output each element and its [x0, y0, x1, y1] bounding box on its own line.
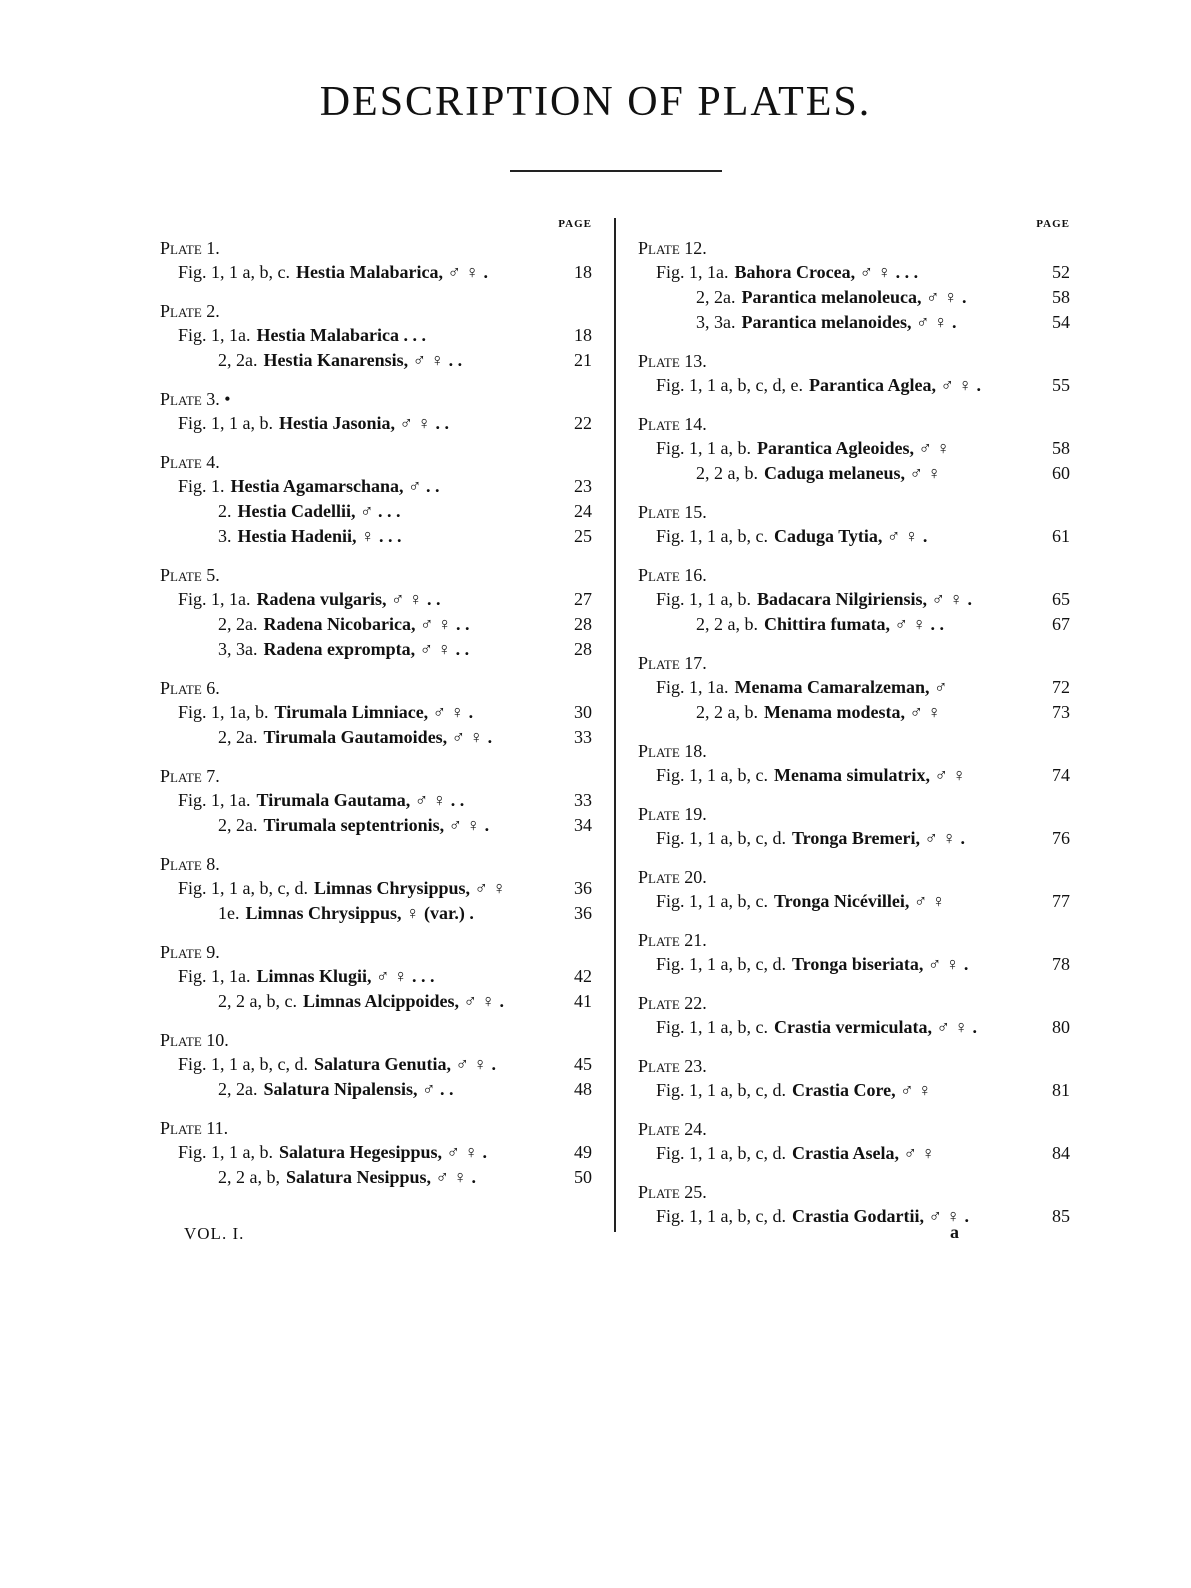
- page-number: 48: [574, 1079, 592, 1099]
- plate-title: Plate 20.: [638, 867, 707, 887]
- plate-block: [638, 991, 1070, 1054]
- page-number: 65: [1052, 589, 1070, 609]
- plate-list: [638, 236, 1070, 1243]
- species-name: Crastia Godartii, ♂ ♀ .: [792, 1206, 969, 1226]
- page-number: 33: [574, 727, 592, 747]
- plate-entry: [638, 1078, 1070, 1103]
- figure-ref: Fig. 1, 1 a, b, c, d.: [656, 1080, 786, 1100]
- page-number: 76: [1052, 828, 1070, 848]
- plate-spacer: [638, 1103, 1070, 1117]
- page-number: 52: [1052, 262, 1070, 282]
- species-name: Hestia Malabarica, ♂ ♀ .: [296, 262, 488, 282]
- plate-spacer: [638, 637, 1070, 651]
- figure-ref: Fig. 1, 1 a, b.: [178, 413, 274, 433]
- plate-title: Plate 10.: [160, 1030, 229, 1050]
- plate-block: [638, 1054, 1070, 1117]
- plate-block: [160, 236, 592, 299]
- figure-ref: 2, 2a.: [218, 815, 258, 835]
- plate-block: [638, 802, 1070, 865]
- figure-ref: Fig. 1, 1 a, b, c.: [178, 262, 290, 282]
- figure-ref: 3.: [218, 526, 232, 546]
- plate-entry: [160, 474, 592, 499]
- figure-ref: Fig. 1, 1 a, b.: [178, 1142, 274, 1162]
- figure-ref: Fig. 1, 1a, b.: [178, 702, 269, 722]
- page-number: 36: [574, 878, 592, 898]
- page-number: 80: [1052, 1017, 1070, 1037]
- species-name: Limnas Alcippoides, ♂ ♀ .: [302, 991, 505, 1011]
- plate-spacer: [638, 398, 1070, 412]
- page-number: 58: [1052, 438, 1070, 458]
- page-column-header: PAGE: [558, 218, 592, 230]
- figure-ref: 2, 2a.: [218, 350, 258, 370]
- species-name: Menama modesta, ♂ ♀: [764, 702, 941, 722]
- species-name: Limnas Chrysippus, ♀ (var.) .: [245, 903, 474, 923]
- plate-block: [638, 651, 1070, 739]
- species-name: Chittira fumata, ♂ ♀ . .: [764, 614, 944, 634]
- plate-entry: [160, 901, 592, 926]
- plate-block: [638, 563, 1070, 651]
- page-number: 36: [574, 903, 592, 923]
- page-number: 30: [574, 702, 592, 722]
- plate-entry: [638, 952, 1070, 977]
- figure-ref: Fig. 1, 1 a, b.: [656, 438, 752, 458]
- species-name: Tirumala septentrionis, ♂ ♀ .: [263, 815, 490, 835]
- plate-entry: [160, 1077, 592, 1102]
- plate-title: Plate 19.: [638, 804, 707, 824]
- plate-block: [638, 928, 1070, 991]
- figure-ref: Fig. 1, 1 a, b, c, d, e.: [656, 375, 803, 395]
- plate-spacer: [638, 1166, 1070, 1180]
- plate-title: Plate 16.: [638, 565, 707, 585]
- plate-entry: [160, 637, 592, 662]
- plate-entry: [160, 612, 592, 637]
- plate-title: Plate 6.: [160, 678, 220, 698]
- plate-entry: [638, 826, 1070, 851]
- page-number: 25: [574, 526, 592, 546]
- figure-ref: Fig. 1, 1a.: [178, 790, 251, 810]
- plate-spacer: [160, 549, 592, 563]
- species-name: Hestia Cadellii, ♂ . . .: [237, 501, 401, 521]
- plate-entry: [638, 763, 1070, 788]
- plate-block: [638, 739, 1070, 802]
- page-number: 49: [574, 1142, 592, 1162]
- plate-block: [160, 852, 592, 940]
- figure-ref: 2, 2a.: [218, 1079, 258, 1099]
- plate-spacer: [638, 486, 1070, 500]
- figure-ref: Fig. 1, 1a.: [656, 677, 729, 697]
- page-number: 55: [1052, 375, 1070, 395]
- plate-entry: [160, 411, 592, 436]
- species-name: Tirumala Gautama, ♂ ♀ . .: [256, 790, 465, 810]
- species-name: Crastia Asela, ♂ ♀: [792, 1143, 935, 1163]
- species-name: Salatura Nesippus, ♂ ♀ .: [286, 1167, 477, 1187]
- species-name: Badacara Nilgiriensis, ♂ ♀ .: [757, 589, 973, 609]
- page-number: 41: [574, 991, 592, 1011]
- page-number: 27: [574, 589, 592, 609]
- plate-title: Plate 23.: [638, 1056, 707, 1076]
- plate-spacer: [638, 549, 1070, 563]
- page-number: 24: [574, 501, 592, 521]
- plate-title: Plate 13.: [638, 351, 707, 371]
- plate-title: Plate 4.: [160, 452, 220, 472]
- figure-ref: 2.: [218, 501, 232, 521]
- page-number: 45: [574, 1054, 592, 1074]
- plate-entry: [638, 524, 1070, 549]
- species-name: Menama simulatrix, ♂ ♀: [774, 765, 966, 785]
- figure-ref: Fig. 1, 1 a, b, c, d.: [178, 878, 308, 898]
- page-number: 34: [574, 815, 592, 835]
- plate-entry: [638, 700, 1070, 725]
- plate-entry: [160, 524, 592, 549]
- figure-ref: Fig. 1, 1a.: [178, 325, 251, 345]
- page-number: 58: [1052, 287, 1070, 307]
- figure-ref: 3, 3a.: [218, 639, 258, 659]
- species-name: Tirumala Gautamoides, ♂ ♀ .: [263, 727, 493, 747]
- page-number: 78: [1052, 954, 1070, 974]
- plate-spacer: [160, 750, 592, 764]
- figure-ref: Fig. 1, 1a.: [656, 262, 729, 282]
- plate-entry: [638, 1141, 1070, 1166]
- page-number: 67: [1052, 614, 1070, 634]
- plate-title: Plate 24.: [638, 1119, 707, 1139]
- plate-block: [160, 676, 592, 764]
- plate-entry: [160, 1140, 592, 1165]
- plate-entry: [160, 587, 592, 612]
- plate-entry: [160, 725, 592, 750]
- plate-title: Plate 7.: [160, 766, 220, 786]
- plate-entry: [160, 260, 592, 285]
- plate-spacer: [638, 725, 1070, 739]
- plate-block: [160, 563, 592, 676]
- plate-block: [638, 1117, 1070, 1180]
- species-name: Parantica Aglea, ♂ ♀ .: [808, 375, 981, 395]
- page-number: 74: [1052, 765, 1070, 785]
- figure-ref: Fig. 1, 1a.: [178, 589, 251, 609]
- figure-ref: Fig. 1, 1 a, b.: [656, 589, 752, 609]
- species-name: Salatura Hegesippus, ♂ ♀ .: [279, 1142, 488, 1162]
- signature-mark: a: [950, 1222, 959, 1242]
- plate-spacer: [638, 1229, 1070, 1243]
- plate-block: [160, 450, 592, 563]
- plate-entry: [638, 889, 1070, 914]
- species-name: Limnas Chrysippus, ♂ ♀: [314, 878, 507, 898]
- figure-ref: Fig. 1, 1 a, b, c, d.: [178, 1054, 308, 1074]
- figure-ref: 2, 2 a, b.: [696, 702, 758, 722]
- plate-block: [638, 412, 1070, 500]
- plate-entry: [160, 348, 592, 373]
- species-name: Parantica melanoides, ♂ ♀ .: [741, 312, 957, 332]
- page-number: 22: [574, 413, 592, 433]
- figure-ref: 2, 2 a, b, c.: [218, 991, 297, 1011]
- figure-ref: Fig. 1, 1 a, b, c, d.: [656, 954, 786, 974]
- plate-block: [638, 1180, 1070, 1243]
- page-number: 61: [1052, 526, 1070, 546]
- plate-title: Plate 9.: [160, 942, 220, 962]
- plate-entry: [160, 989, 592, 1014]
- plate-block: [160, 299, 592, 387]
- plate-spacer: [160, 1102, 592, 1116]
- plate-block: [160, 940, 592, 1028]
- figure-ref: 3, 3a.: [696, 312, 736, 332]
- plate-entry: [160, 964, 592, 989]
- species-name: Menama Camaralzeman, ♂: [734, 677, 948, 697]
- plate-title: Plate 2.: [160, 301, 220, 321]
- left-column: [160, 218, 592, 1204]
- plate-title: Plate 25.: [638, 1182, 707, 1202]
- plate-spacer: [160, 926, 592, 940]
- species-name: Parantica melanoleuca, ♂ ♀ .: [741, 287, 967, 307]
- plate-entry: [638, 373, 1070, 398]
- figure-ref: 2, 2 a, b.: [696, 463, 758, 483]
- figure-ref: Fig. 1, 1 a, b, c, d.: [656, 1143, 786, 1163]
- plate-entry: [638, 310, 1070, 335]
- plate-spacer: [638, 788, 1070, 802]
- plate-title: Plate 5.: [160, 565, 220, 585]
- figure-ref: Fig. 1, 1 a, b, c, d.: [656, 828, 786, 848]
- plate-block: [638, 236, 1070, 349]
- species-name: Salatura Nipalensis, ♂ . .: [263, 1079, 454, 1099]
- plate-entry: [638, 587, 1070, 612]
- figure-ref: 2, 2 a, b,: [218, 1167, 280, 1187]
- species-name: Hestia Jasonia, ♂ ♀ . .: [279, 413, 450, 433]
- figure-ref: Fig. 1.: [178, 476, 225, 496]
- plate-entry: [638, 285, 1070, 310]
- species-name: Hestia Kanarensis, ♂ ♀ . .: [263, 350, 463, 370]
- figure-ref: 2, 2a.: [218, 727, 258, 747]
- page-number: 23: [574, 476, 592, 496]
- species-name: Tirumala Limniace, ♂ ♀ .: [274, 702, 474, 722]
- plate-title: Plate 11.: [160, 1118, 229, 1138]
- plate-title: Plate 8.: [160, 854, 220, 874]
- plate-block: [638, 865, 1070, 928]
- column-divider: [614, 218, 616, 1232]
- plate-entry: [160, 788, 592, 813]
- plate-title: Plate 3. •: [160, 389, 231, 409]
- plate-entry: [638, 1015, 1070, 1040]
- plate-block: [160, 1116, 592, 1204]
- page-number: 77: [1052, 891, 1070, 911]
- volume-label: VOL. I.: [184, 1224, 245, 1243]
- plate-entry: [638, 1204, 1070, 1229]
- species-name: Tronga Nicévillei, ♂ ♀: [774, 891, 946, 911]
- plate-title: Plate 12.: [638, 238, 707, 258]
- plate-entry: [638, 461, 1070, 486]
- species-name: Hestia Hadenii, ♀ . . .: [237, 526, 402, 546]
- plate-entry: [160, 1052, 592, 1077]
- plate-spacer: [160, 285, 592, 299]
- figure-ref: 2, 2a.: [218, 614, 258, 634]
- page-number: 28: [574, 614, 592, 634]
- page-number: 21: [574, 350, 592, 370]
- plate-entry: [160, 700, 592, 725]
- plate-title: Plate 17.: [638, 653, 707, 673]
- page-number: 18: [574, 325, 592, 345]
- species-name: Radena vulgaris, ♂ ♀ . .: [256, 589, 441, 609]
- page-number: 50: [574, 1167, 592, 1187]
- figure-ref: 1e.: [218, 903, 240, 923]
- plate-title: Plate 18.: [638, 741, 707, 761]
- figure-ref: Fig. 1, 1a.: [178, 966, 251, 986]
- plate-block: [160, 387, 592, 450]
- figure-ref: Fig. 1, 1 a, b, c.: [656, 1017, 768, 1037]
- plate-spacer: [160, 436, 592, 450]
- title-divider: [510, 170, 722, 172]
- figure-ref: 2, 2a.: [696, 287, 736, 307]
- species-name: Radena exprompta, ♂ ♀ . .: [263, 639, 470, 659]
- page-number: 81: [1052, 1080, 1070, 1100]
- page-number: 28: [574, 639, 592, 659]
- plate-block: [638, 500, 1070, 563]
- species-name: Caduga Tytia, ♂ ♀ .: [774, 526, 928, 546]
- species-name: Crastia Core, ♂ ♀: [792, 1080, 932, 1100]
- plate-entry: [160, 876, 592, 901]
- plate-spacer: [160, 373, 592, 387]
- figure-ref: Fig. 1, 1 a, b, c.: [656, 526, 768, 546]
- right-column: [638, 218, 1070, 1243]
- page-column-header: PAGE: [1036, 218, 1070, 230]
- plate-entry: [638, 675, 1070, 700]
- species-name: Bahora Crocea, ♂ ♀ . . .: [734, 262, 919, 282]
- species-name: Limnas Klugii, ♂ ♀ . . .: [256, 966, 435, 986]
- page-title: DESCRIPTION OF PLATES.: [319, 79, 872, 125]
- plate-spacer: [638, 914, 1070, 928]
- plate-spacer: [638, 851, 1070, 865]
- plate-entry: [638, 260, 1070, 285]
- page-number: 72: [1052, 677, 1070, 697]
- plate-list: [160, 236, 592, 1204]
- plate-block: [638, 349, 1070, 412]
- species-name: Crastia vermiculata, ♂ ♀ .: [774, 1017, 977, 1037]
- species-name: Radena Nicobarica, ♂ ♀ . .: [263, 614, 470, 634]
- figure-ref: Fig. 1, 1 a, b, c.: [656, 891, 768, 911]
- species-name: Caduga melaneus, ♂ ♀: [764, 463, 942, 483]
- plate-spacer: [638, 1040, 1070, 1054]
- page-number: 42: [574, 966, 592, 986]
- figure-ref: Fig. 1, 1 a, b, c, d.: [656, 1206, 786, 1226]
- plate-entry: [160, 499, 592, 524]
- figure-ref: Fig. 1, 1 a, b, c.: [656, 765, 768, 785]
- plate-title: Plate 14.: [638, 414, 707, 434]
- plate-entry: [160, 1165, 592, 1190]
- page-number: 85: [1052, 1206, 1070, 1226]
- species-name: Parantica Agleoides, ♂ ♀: [757, 438, 950, 458]
- page-number: 60: [1052, 463, 1070, 483]
- page-number: 18: [574, 262, 592, 282]
- plate-entry: [160, 323, 592, 348]
- plate-spacer: [160, 1190, 592, 1204]
- plate-spacer: [160, 662, 592, 676]
- plate-title: Plate 15.: [638, 502, 707, 522]
- plate-spacer: [638, 977, 1070, 991]
- plate-entry: [638, 436, 1070, 461]
- species-name: Hestia Agamarschana, ♂ . .: [230, 476, 440, 496]
- plate-spacer: [638, 335, 1070, 349]
- page-number: 73: [1052, 702, 1070, 722]
- species-name: Tronga Bremeri, ♂ ♀ .: [792, 828, 965, 848]
- page-number: 54: [1052, 312, 1070, 332]
- species-name: Salatura Genutia, ♂ ♀ .: [314, 1054, 497, 1074]
- plate-spacer: [160, 1014, 592, 1028]
- plate-entry: [638, 612, 1070, 637]
- species-name: Tronga biseriata, ♂ ♀ .: [792, 954, 969, 974]
- page-number: 33: [574, 790, 592, 810]
- plate-block: [160, 1028, 592, 1116]
- plate-title: Plate 21.: [638, 930, 707, 950]
- plate-block: [160, 764, 592, 852]
- plate-entry: [160, 813, 592, 838]
- plate-title: Plate 22.: [638, 993, 707, 1013]
- species-name: Hestia Malabarica . . .: [256, 325, 426, 345]
- figure-ref: 2, 2 a, b.: [696, 614, 758, 634]
- page-number: 84: [1052, 1143, 1070, 1163]
- plate-spacer: [160, 838, 592, 852]
- plate-title: Plate 1.: [160, 238, 220, 258]
